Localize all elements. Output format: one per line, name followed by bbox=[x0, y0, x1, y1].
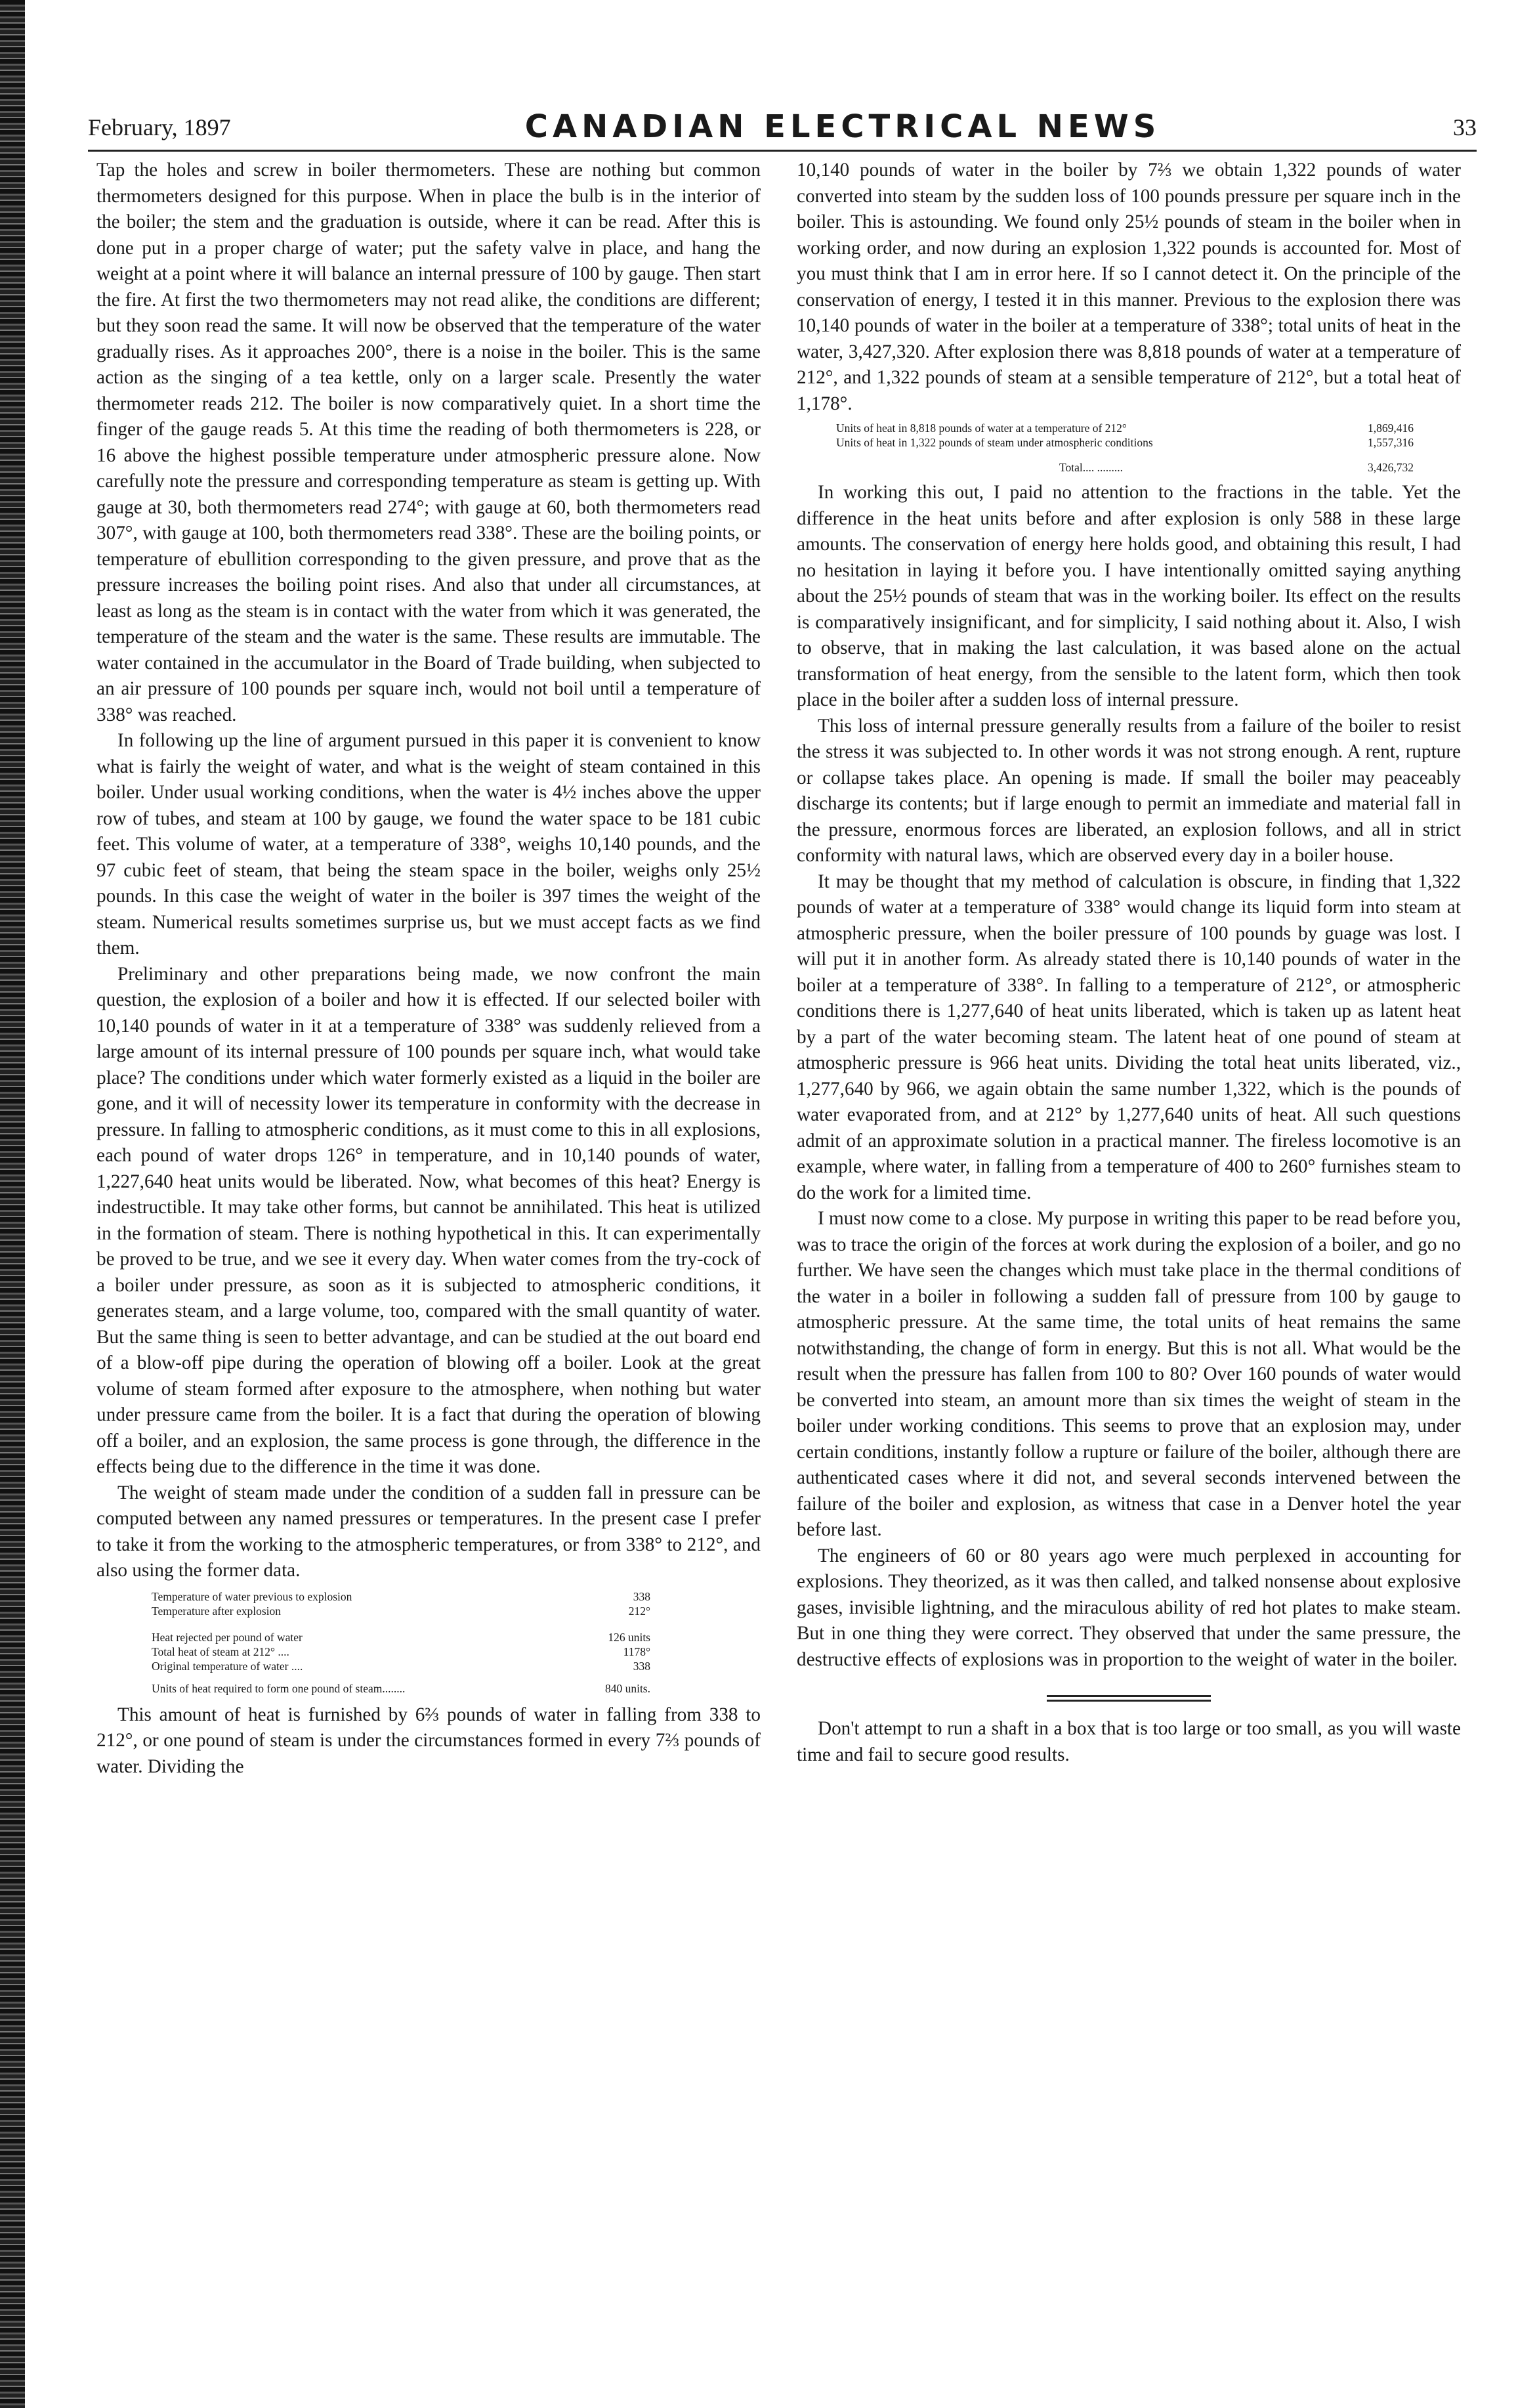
table-label: Total.... ......... bbox=[1059, 461, 1123, 474]
heat-units-table bbox=[836, 421, 1414, 475]
table-row bbox=[152, 1645, 650, 1659]
table-value: 338 bbox=[633, 1659, 650, 1673]
paragraph: The weight of steam made under the condition of a sudden fall in pressure can be computed between any named pressures or temperatures. In the present case I prefer to take it from the working to the atmospheric temperatures, or from 338° to 212°, and also using the former data. bbox=[96, 1482, 761, 1581]
table-row bbox=[836, 421, 1414, 435]
issue-date: February, 1897 bbox=[88, 114, 231, 140]
paragraph: It may be thought that my method of calculation is obscure, in finding that 1,322 pounds of water at a temperature of 338° would change its liquid form into steam at atmospheric pressure, when the boiler pressure of 100 pounds by guage was lost. I will put it in another form. As already stated there is 10,140 pounds of water in the boiler at a temperature of 338°. In falling to a temperature of 212°, or atmospheric conditions there is 1,277,640 of heat units liberated, which is taken up as latent heat by a part of the water becoming steam. The latent heat of one pound of steam at atmospheric pressure is 966 heat units. Dividing the total heat units liberated, viz., 1,277,640 by 966, we again obtain the same number 1,322, which is the pounds of water evaporated from, and at 212° by 1,277,640 units of heat. All such questions admit of an approximate solution in a practical manner. The fireless locomotive is an example, where water, in falling from a temperature of 400 to 260° furnishes steam to do the work for a limited time. bbox=[797, 871, 1461, 1203]
publication-title: CANADIAN ELECTRICAL NEWS bbox=[524, 108, 1161, 145]
table-value: 3,426,732 bbox=[1368, 461, 1414, 474]
table-label: Original temperature of water .... bbox=[152, 1659, 303, 1673]
page-binding-edge bbox=[0, 0, 25, 2408]
paragraph: This loss of internal pressure generally results from a failure of the boiler to resist the stress it was subjected to. In other words it was not strong enough. A rent, rupture or collapse takes place. An opening is made. If small the boiler may peaceably discharge its contents; but if large enough to permit an immediate and material fall in the pressure, enormous forces are liberated, an explosion follows, and all in strict conformity with natural laws, which are observed every day in a boiler house. bbox=[797, 715, 1461, 866]
table-value: 1,869,416 bbox=[1368, 421, 1414, 435]
table-value: 212° bbox=[628, 1604, 650, 1618]
paragraph: 10,140 pounds of water in the boiler by 7⅔ we obtain 1,322 pounds of water converted into steam by the sudden loss of 100 pounds pressure per square inch in the boiler. This is astounding. We found only 25½ pounds of steam in the boiler when in working order, and now during an explosion 1,322 pounds is accounted for. Most of you must think that I am in error here. If so I cannot detect it. On the principle of the conservation of energy, I tested it in this manner. Previous to the explosion there was 10,140 pounds of water in the boiler at a temperature of 338°; total units of heat in the water, 3,427,320. After explosion there was 8,818 pounds of water at a temperature of 212°, and 1,322 pounds of steam at a sensible temperature of 212°, but a total heat of 1,178°. bbox=[797, 160, 1461, 414]
table-value: 1178° bbox=[623, 1645, 650, 1658]
table-row bbox=[836, 435, 1414, 450]
page-number: 33 bbox=[1453, 114, 1477, 140]
table-label: Total heat of steam at 212° .... bbox=[152, 1645, 289, 1658]
paragraph: In working this out, I paid no attention to the fractions in the table. Yet the difference in the heat units before and after explosion is only 588 in these large amounts. The conservation of energy here holds good, and obtaining this result, I had no hesitation in laying it before you. I have intentionally omitted saying anything about the 25½ pounds of steam that was in the working boiler. Its effect on the results is comparatively insignificant, and for simplicity, I said nothing about it. Also, I wish to observe, that in making the last calculation, it was based alone on the actual transformation of heat energy, from the sensible to the latent form, which then took place in the boiler after a sudden loss of internal pressure. bbox=[797, 482, 1461, 710]
paragraph: The engineers of 60 or 80 years ago were much perplexed in accounting for explosions. They theorized, as it was then called, and talked nonsense about explosive gases, invisible lightning, and the miraculous ability of red hot plates to make steam. But in one thing they were correct. They observed that under the same pressure, the destructive effects of explosions was in proportion to the weight of water in the boiler. bbox=[797, 1545, 1461, 1670]
table-value: 338 bbox=[633, 1589, 650, 1603]
table-row bbox=[152, 1589, 650, 1604]
table-total-row bbox=[836, 450, 1414, 475]
paragraph: In following up the line of argument pursued in this paper it is convenient to know what is fairly the weight of water, and what is the weight of steam contained in this boiler. Under usual working conditions, when the water is 4½ inches above the upper row of tubes, and steam at 100 by gauge, we found the water space to be 181 cubic feet. This volume of water, at a temperature of 338°, weighs 10,140 pounds, and the 97 cubic feet of steam, that being the steam space in the boiler, weighs only 25½ pounds. In this case the weight of water in the boiler is 397 times the weight of the steam. Numerical results sometimes surprise us, but we must accept facts as we find them. bbox=[96, 730, 761, 958]
paragraph: Tap the holes and screw in boiler thermometers. These are nothing but common thermometers designed for this purpose. When in place the bulb is in the interior of the boiler; the stem and the graduation is outside, where it can be read. After this is done put in a proper charge of water; put the safety valve in place, and hang the weight at a point where it will balance an internal pressure of 100 by gauge. Then start the fire. At first the two thermometers may not read alike, the conditions are different; but they soon read the same. It will now be observed that the temperature of the water gradually rises. As it approaches 200°, there is a noise in the boiler. This is the same action as the singing of a tea kettle, only on a larger scale. Presently the water thermometer reads 212. The boiler is now comparatively quiet. In a short time the finger of the gauge reads 5. At this time the reading of both thermometers is 228, or 16 above the highest possible temperature under atmospheric pressure alone. Now carefully note the pressure and corresponding temperature as steam is getting up. With gauge at 30, both thermometers read 274°; with gauge at 60, both thermometers read 307°, with gauge at 100, both thermometers read 338°. These are the boiling points, or temperature of ebullition corresponding to the given pressure, and prove that as the pressure increases the boiling point rises. And also that under all circumstances, at least as long as the steam is in contact with the water from which it was generated, the temperature of the steam and the water is the same. These results are immutable. The water contained in the accumulator in the Board of Trade building, when subjected to an air pressure of 100 pounds per square inch, would not boil until a temperature of 338° was reached. bbox=[96, 160, 761, 725]
page-header bbox=[88, 108, 1477, 148]
table-label: Temperature after explosion bbox=[152, 1604, 282, 1618]
table-label: Heat rejected per pound of water bbox=[152, 1630, 303, 1644]
table-label: Units of heat required to form one pound of steam........ bbox=[152, 1681, 406, 1695]
table-row bbox=[152, 1618, 650, 1645]
footer-note: Don't attempt to run a shaft in a box that is too large or too small, as you will waste time and fail to secure good results. bbox=[797, 1718, 1461, 1765]
table-value: 1,557,316 bbox=[1368, 436, 1414, 449]
table-row bbox=[152, 1604, 650, 1618]
header-rule bbox=[88, 150, 1477, 152]
section-divider bbox=[1047, 1695, 1211, 1702]
table-label: Units of heat in 1,322 pounds of steam under atmospheric conditions bbox=[836, 436, 1153, 449]
paragraph: This amount of heat is furnished by 6⅔ pounds of water in falling from 338 to 212°, or one pound of steam is under the circumstances formed in every 7⅔ pounds of water. Dividing the bbox=[96, 1704, 761, 1777]
table-row bbox=[152, 1673, 650, 1696]
table-label: Units of heat in 8,818 pounds of water at a temperature of 212° bbox=[836, 421, 1127, 435]
table-label: Temperature of water previous to explosion bbox=[152, 1589, 352, 1603]
right-column bbox=[797, 158, 1461, 1768]
left-column bbox=[96, 158, 761, 1780]
table-row bbox=[152, 1659, 650, 1673]
table-value: 840 units. bbox=[604, 1681, 650, 1695]
paragraph: I must now come to a close. My purpose in writing this paper to be read before you, was to trace the origin of the forces at work during the explosion of a boiler, and go no further. We have seen the changes which must take place in the thermal conditions of the water in a boiler in following a sudden fall of pressure from 100 by gauge to atmospheric pressure. At the same time, the total units of heat remains the same notwithstanding, the change of form in energy. But this is not all. What would be the result when the pressure has fallen from 100 to 80? Over 160 pounds of water would be converted into steam, an amount more than six times the weight of steam in the boiler under working conditions. This seems to prove that an explosion may, under certain conditions, instantly follow a rupture or failure of the boiler, although there are authenticated cases where it did not, and several seconds intervened between the failure of the boiler and explosion, as witness that case in a Denver hotel the year before last. bbox=[797, 1208, 1461, 1540]
table-value: 126 units bbox=[608, 1630, 650, 1644]
paragraph: Preliminary and other preparations being made, we now confront the main question, the explosion of a boiler and how it is effected. If our selected boiler with 10,140 pounds of water in it at a temperature of 338° was suddenly relieved from a large amount of its internal pressure of 100 pounds per square inch, what would take place? The conditions under which water formerly existed as a liquid in the boiler are gone, and it will of necessity lower its temperature in conformity with the decrease in pressure. In falling to atmospheric conditions, as it must come to this in all explosions, each pound of water drops 126° in temperature, and in 10,140 pounds of water, 1,227,640 heat units would be liberated. Now, what becomes of this heat? Energy is indestructible. It may take other forms, but cannot be annihilated. This heat is utilized in the formation of steam. There is nothing hypothetical in this. It can experimentally be proved to be true, and we see it every day. When water comes from the try-cock of a boiler under pressure, as soon as it is subjected to atmospheric conditions, it generates steam, and a large volume, too, compared with the small quantity of water. But the same thing is seen to better advantage, and can be studied at the out board end of a blow-off pipe during the operation of blowing off a boiler. Look at the great volume of steam formed after exposure to the atmosphere, when nothing but water under pressure came from the boiler. It is a fact that during the operation of blowing off a boiler, and an explosion, the same process is gone through, the difference in the effects being due to the difference in the time it was done. bbox=[96, 963, 761, 1477]
steam-weight-table bbox=[152, 1589, 650, 1696]
